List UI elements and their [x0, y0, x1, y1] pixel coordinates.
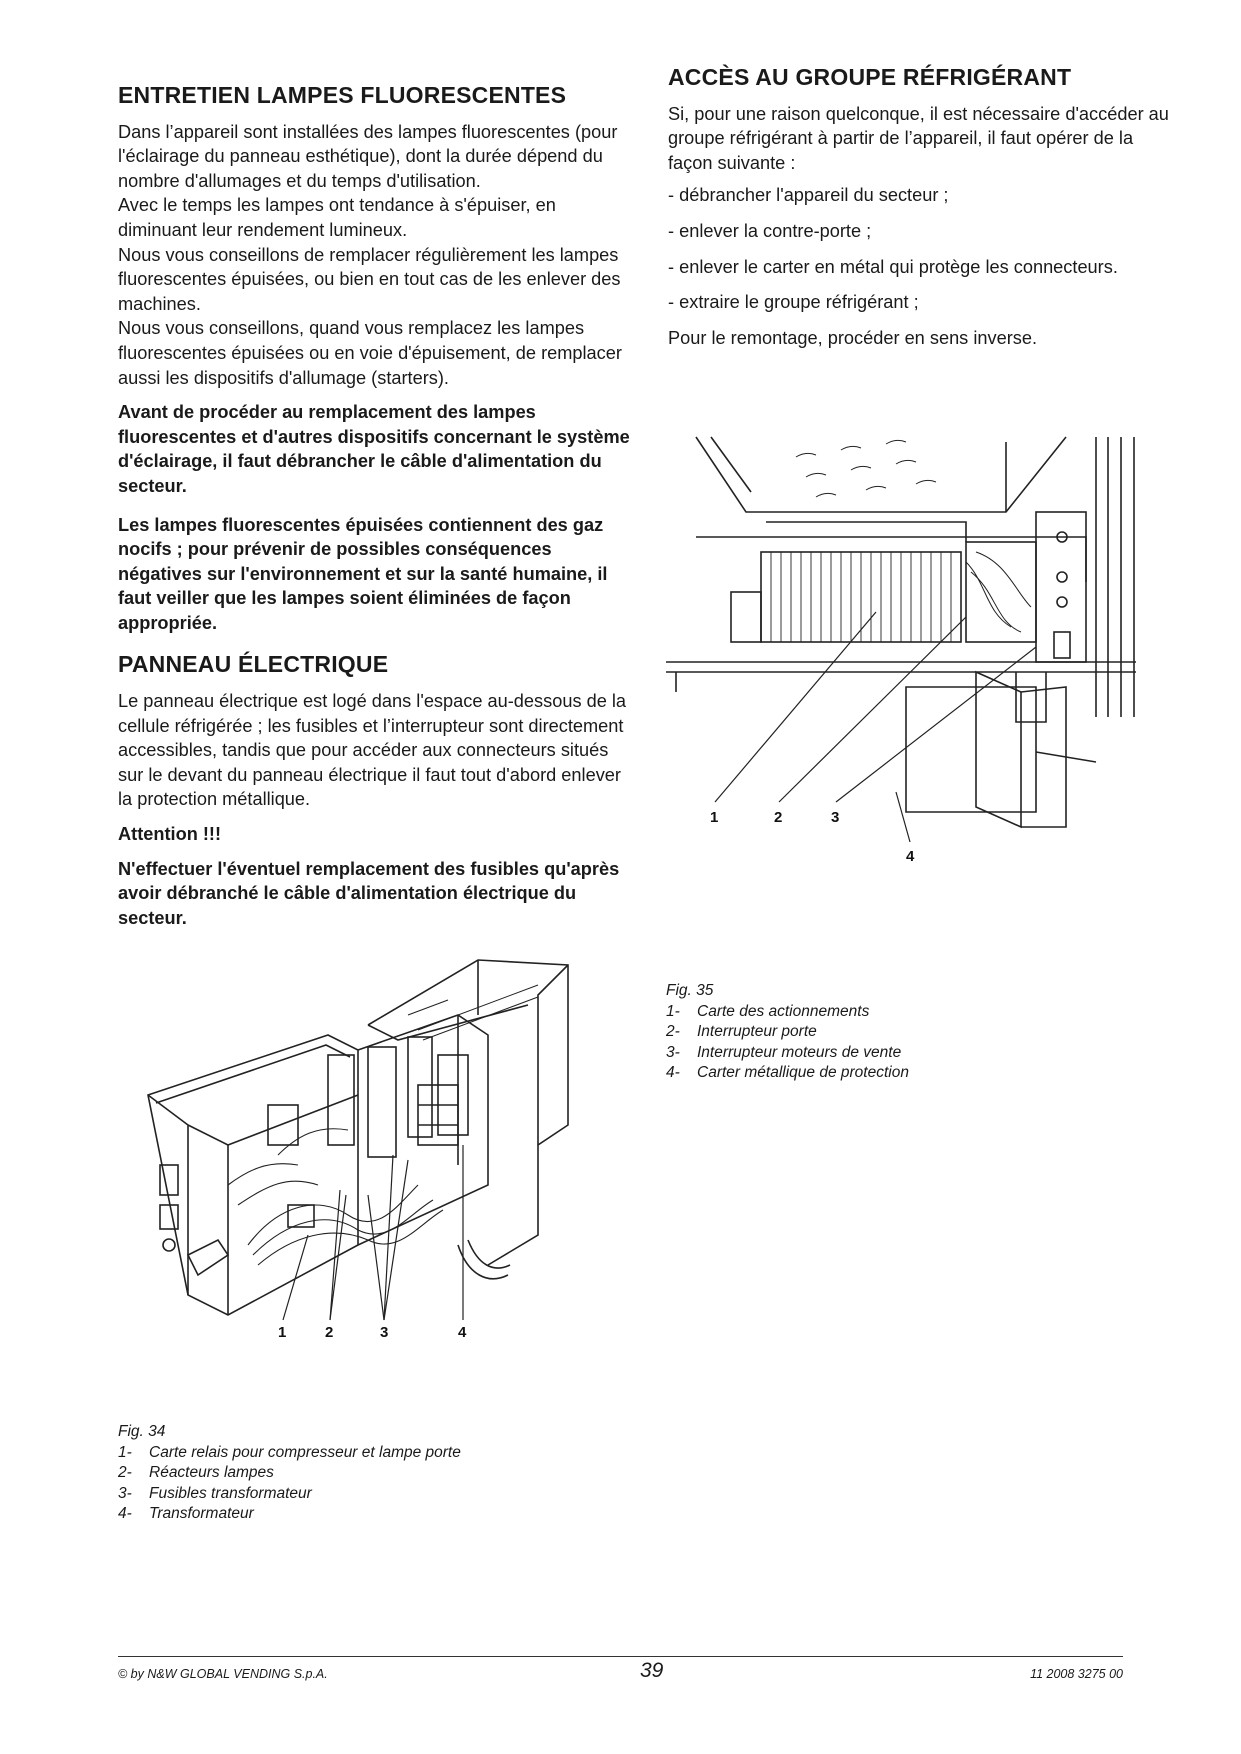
fig34-title: Fig. 34 [118, 1423, 166, 1440]
list-item: 3- Fusibles transformateur [118, 1484, 312, 1502]
right-column [668, 64, 1178, 361]
section-title-refrigeration-unit: ACCÈS AU GROUPE RÉFRIGÉRANT [668, 64, 1072, 90]
step-item: - débrancher l'appareil du secteur ; [668, 185, 949, 206]
footer-divider [118, 1656, 1123, 1657]
figure-35-refrigeration-unit-drawing [666, 432, 1166, 972]
step-item: - extraire le groupe réfrigérant ; [668, 292, 919, 313]
step-item: - enlever la contre-porte ; [668, 220, 872, 241]
fig35-callout-4: 4 [906, 848, 915, 865]
lamps-paragraph-1: Dans l’appareil sont installées des lampes fluorescentes (pour l'éclairage du panneau esthétique), dont la durée dépend du nombre d'allumages et du temps d'utilisation. [118, 121, 618, 191]
figure-34-caption [118, 1422, 461, 1525]
lamps-paragraph-2: Avec le temps les lampes ont tendance à s'épuiser, en diminuant leur rendement lumineux. [118, 195, 556, 240]
list-item: 1- Carte des actionnements [666, 1002, 870, 1020]
list-item: 2- Réacteurs lampes [118, 1464, 274, 1481]
fuses-warning: N'effectuer l'éventuel remplacement des fusibles qu'après avoir débranché le câble d'alimentation électrique du secteur. [118, 858, 620, 928]
section-title-lamps: ENTRETIEN LAMPES FLUORESCENTES [118, 82, 567, 108]
fig35-title: Fig. 35 [666, 982, 714, 999]
lamps-paragraph-3: Nous vous conseillons de remplacer régulièrement les lampes fluorescentes épuisées, ou bien en tout cas de les enlever des machines. [118, 244, 621, 314]
figure-34-electrical-panel-drawing [118, 955, 588, 1405]
lamps-warning-disposal: Les lampes fluorescentes épuisées contiennent des gaz nocifs ; pour prévenir de possibles conséquences négatives sur l'environnement et sur la santé humaine, il faut veiller que les lampes soient éliminées de façon appropriée. [118, 514, 608, 633]
list-item: 1- Carte relais pour compresseur et lampe porte [118, 1443, 461, 1461]
list-item: 2- Interrupteur porte [666, 1023, 817, 1040]
refrigeration-intro: Si, pour une raison quelconque, il est nécessaire d'accéder au groupe réfrigérant à partir de l’appareil, il faut opérer de la façon suivante : [668, 103, 1169, 173]
step-item: - enlever le carter en métal qui protège les connecteurs. [668, 256, 1118, 277]
left-column [118, 82, 638, 930]
refrigeration-outro: Pour le remontage, procéder en sens inverse. [668, 327, 1038, 348]
fig34-callout-3: 3 [380, 1324, 389, 1341]
fig35-callout-1: 1 [710, 809, 719, 826]
list-item: 4- Transformateur [118, 1505, 254, 1522]
section-title-electrical-panel: PANNEAU ÉLECTRIQUE [118, 651, 389, 678]
list-item: 4- Carter métallique de protection [666, 1064, 909, 1081]
fig34-callout-4: 4 [458, 1324, 467, 1341]
fig34-callout-2: 2 [325, 1324, 334, 1341]
footer-copyright: © by N&W GLOBAL VENDING S.p.A. [118, 1667, 328, 1681]
fig35-callout-2: 2 [774, 809, 783, 826]
electrical-panel-paragraph: Le panneau électrique est logé dans l'espace au-dessous de la cellule réfrigérée ; les fusibles et l’interrupteur sont directement accessibles, tandis que pour accéder aux connecteurs situés sur le devant du panneau électrique il faut tout d'abord enlever la protection métallique. [118, 691, 627, 810]
attention-label: Attention !!! [118, 824, 222, 845]
document-code: 11 2008 3275 00 [1030, 1667, 1123, 1681]
figure-35-caption [666, 981, 909, 1084]
list-item: 3- Interrupteur moteurs de vente [666, 1043, 902, 1061]
fig34-callout-1: 1 [278, 1324, 287, 1341]
lamps-paragraph-4: Nous vous conseillons, quand vous remplacez les lampes fluorescentes épuisées ou en voie d'épuisement, de remplacer aussi les dispositifs d'allumage (starters). [118, 318, 622, 388]
lamps-warning-disconnect: Avant de procéder au remplacement des lampes fluorescentes et d'autres dispositifs concernant le système d'éclairage, il faut débrancher le câble d'alimentation du secteur. [118, 402, 630, 496]
fig35-callout-3: 3 [831, 809, 840, 826]
page-number: 39 [640, 1659, 664, 1682]
